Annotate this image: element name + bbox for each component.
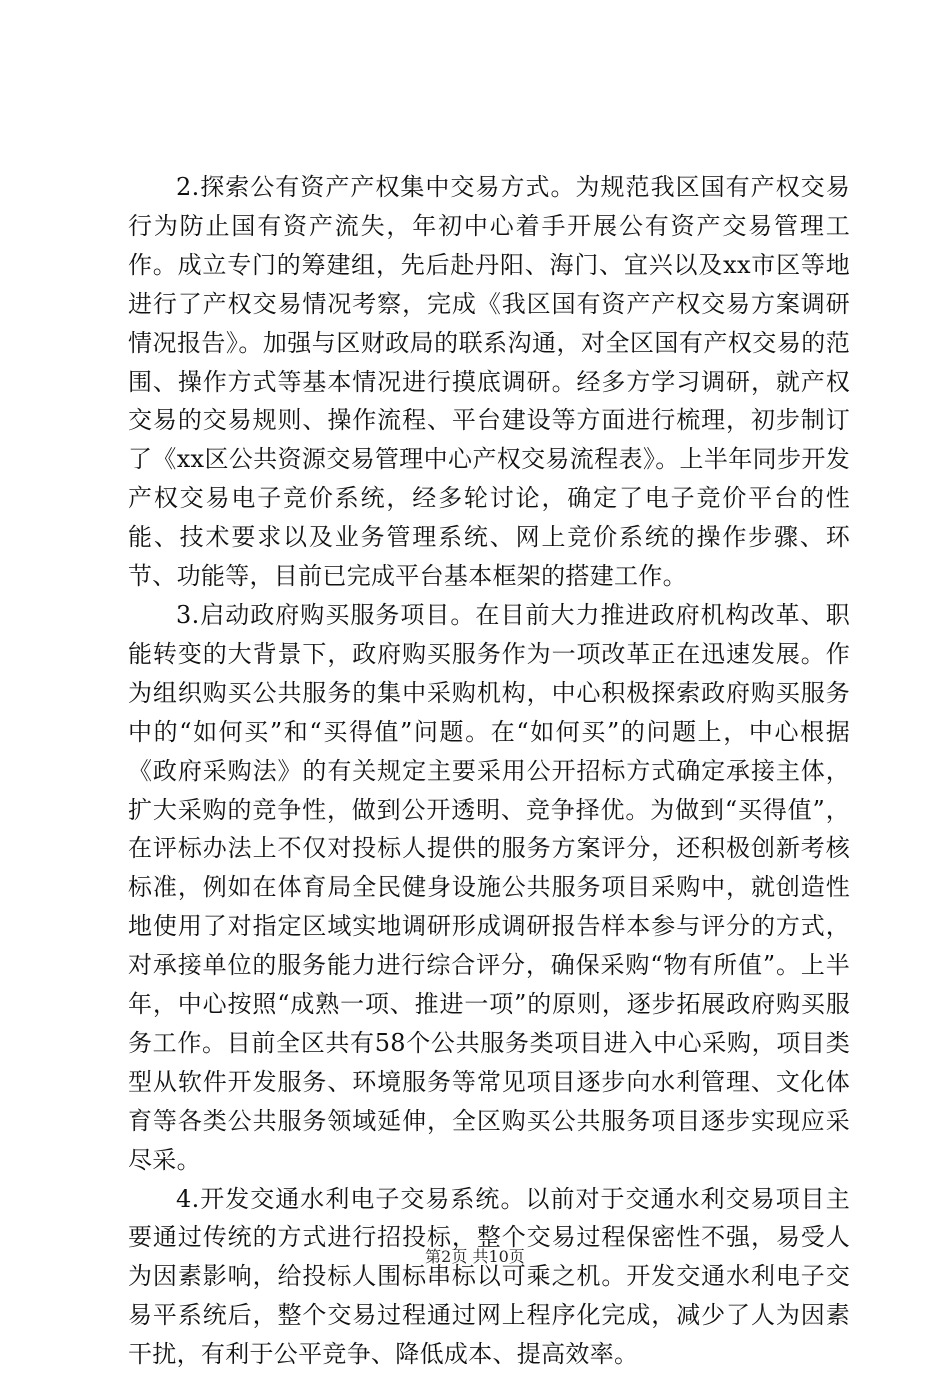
paragraph-transport-water-e-trading: 4.开发交通水利电子交易系统。以前对于交通水利交易项目主要通过传统的方式进行招投标，整个交易过程保密性不强，易受人为因素影响，给投标人围标串标以可乘之机。开发交通水利电子交易平系统后，整个交易过程通过网上程序化完成，减少了人为因素干扰，有利于公平竞争、降低成本、提高效率。 xyxy=(128,1184,850,1369)
page-number-label: 第2页 共10页 xyxy=(425,1247,525,1266)
document-body xyxy=(128,168,850,1374)
paragraph-government-purchase-services: 3.启动政府购买服务项目。在目前大力推进政府机构改革、职能转变的大背景下，政府购买服务作为一项改革正在迅速发展。作为组织购买公共服务的集中采购机构，中心积极探索政府购买服务中的“如何买”和“买得值”问题。在“如何买”的问题上，中心根据《政府采购法》的有关规定主要采用公开招标方式确定承接主体，扩大采购的竞争性，做到公开透明、竞争择优。为做到“买得值”，在评标办法上不仅对投标人提供的服务方案评分，还积极创新考核标准，例如在体育局全民健身设施公共服务项目采购中，就创造性地使用了对指定区域实地调研形成调研报告样本参与评分的方式，对承接单位的服务能力进行综合评分，确保采购“物有所值”。上半年，中心按照“成熟一项、推进一项”的原则，逐步拓展政府购买服务工作。目前全区共有58个公共服务类项目进入中心采购，项目类型从软件开发服务、环境服务等常见项目逐步向水利管理、文化体育等各类公共服务领域延伸，全区购买公共服务项目逐步实现应采尽采。 xyxy=(128,600,850,1174)
page-footer xyxy=(0,1244,950,1267)
paragraph-property-rights-trading: 2.探索公有资产产权集中交易方式。为规范我区国有产权交易行为防止国有资产流失，年初中心着手开展公有资产交易管理工作。成立专门的筹建组，先后赴丹阳、海门、宜兴以及xx市区等地进行了产权交易情况考察，完成《我区国有资产产权交易方案调研情况报告》。加强与区财政局的联系沟通，对全区国有产权交易的范围、操作方式等基本情况进行摸底调研。经多方学习调研，就产权交易的交易规则、操作流程、平台建设等方面进行梳理，初步制订了《xx区公共资源交易管理中心产权交易流程表》。上半年同步开发产权交易电子竞价系统，经多轮讨论，确定了电子竞价平台的性能、技术要求以及业务管理系统、网上竞价系统的操作步骤、环节、功能等，目前已完成平台基本框架的搭建工作。 xyxy=(128,173,850,591)
